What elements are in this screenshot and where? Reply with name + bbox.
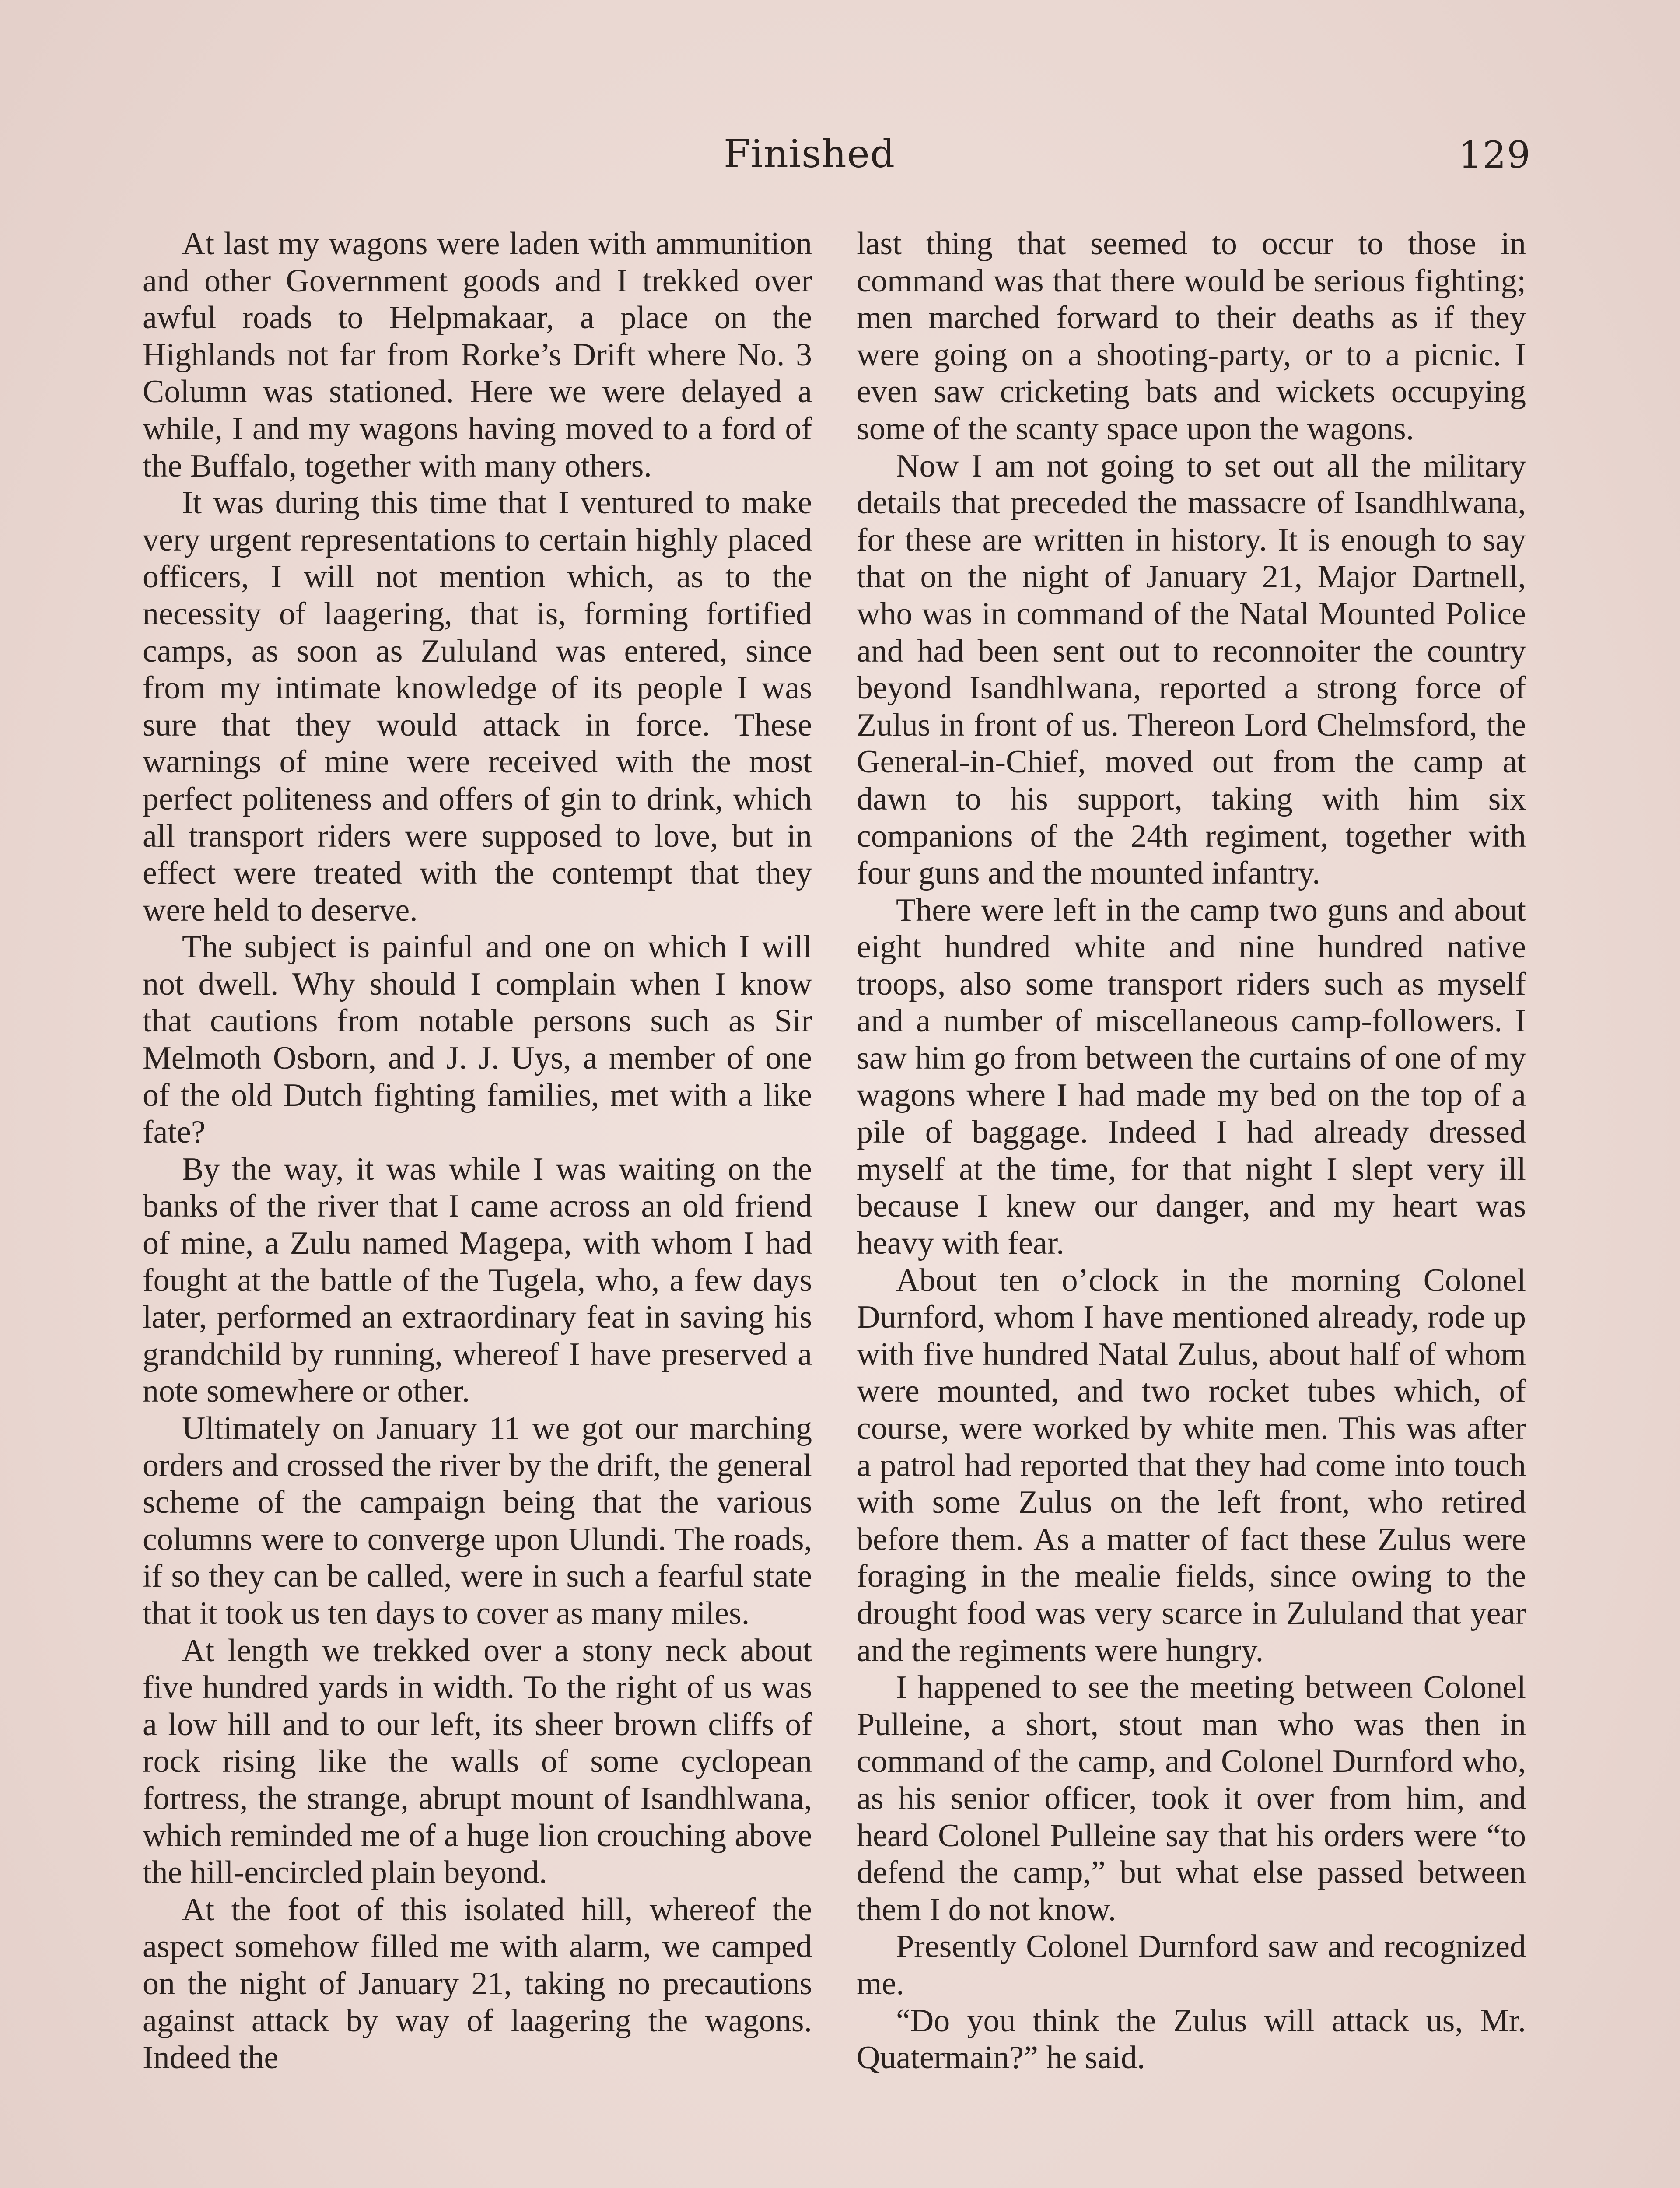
paragraph-continued: last thing that seemed to occur to those in command was that there would be serious fighting; men marched forward to their deaths as if they were going on a shooting-party, or to a picnic. I even saw cricketing bats and wickets occupying some of the scanty space upon the wagons.: [857, 226, 1526, 447]
paragraph: The subject is painful and one on which I will not dwell. Why should I complain when I know that cautions from notable persons such as Sir Melmoth Osborn, and J. J. Uys, a member of one of the old Dutch fighting families, met with a like fate?: [143, 929, 812, 1150]
right-text-column: [857, 225, 1526, 2076]
paragraph: At the foot of this isolated hill, whereof the aspect somehow filled me with alarm, we camped on the night of January 21, taking no precautions against attack by way of laagering the wagons. Indeed the: [143, 1891, 812, 2076]
paragraph: “Do you think the Zulus will attack us, Mr. Quatermain?” he said.: [857, 2002, 1526, 2076]
paragraph: At last my wagons were laden with ammunition and other Government goods and I trekked over awful roads to Helpmakaar, a place on the Highlands not far from Rorke’s Drift where No. 3 Column was stationed. Here we were delayed a while, I and my wagons having moved to a ford of the Buffalo, together with many others.: [143, 226, 812, 484]
paragraph: Now I am not going to set out all the military details that preceded the massacre of Isandhlwana, for these are written in history. It is enough to say that on the night of January 21, Major Dartnell, who was in command of the Natal Mounted Police and had been sent out to reconnoiter the country beyond Isandhlwana, reported a strong force of Zulus in front of us. Thereon Lord Chelmsford, the General-in-Chief, moved out from the camp at dawn to his support, taking with him six companions of the 24th regiment, together with four guns and the mounted infantry.: [857, 448, 1526, 891]
paragraph: There were left in the camp two guns and about eight hundred white and nine hundred native troops, also some transport riders such as myself and a number of miscellaneous camp-followers. I saw him go from between the curtains of one of my wagons where I had made my bed on the top of a pile of baggage. Indeed I had already dressed myself at the time, for that night I slept very ill because I knew our danger, and my heart was heavy with fear.: [857, 892, 1526, 1262]
paragraph: At length we trekked over a stony neck about five hundred yards in width. To the right of us was a low hill and to our left, its sheer brown cliffs of rock rising like the walls of some cyclopean fortress, the strange, abrupt mount of Isandhlwana, which reminded me of a huge lion crouching above the hill-encircled plain beyond.: [143, 1632, 812, 1891]
paragraph: By the way, it was while I was waiting on the banks of the river that I came across an old friend of mine, a Zulu named Magepa, with whom I had fought at the battle of the Tugela, who, a few days later, performed an extraordinary feat in saving his grandchild by running, whereof I have preserved a note somewhere or other.: [143, 1151, 812, 1410]
paragraph: I happened to see the meeting between Colonel Pulleine, a short, stout man who was then in command of the camp, and Colonel Durnford who, as his senior officer, took it over from him, and heard Colonel Pulleine say that his orders were “to defend the camp,” but what else passed between them I do not know.: [857, 1669, 1526, 1928]
running-header-title: Finished: [723, 131, 896, 176]
paragraph: It was during this time that I ventured to make very urgent representations to certain highly placed officers, I will not mention which, as to the necessity of laagering, that is, forming fortified camps, as soon as Zululand was entered, since from my intimate knowledge of its people I was sure that they would attack in force. These warnings of mine were received with the most perfect politeness and offers of gin to drink, which all transport riders were supposed to love, but in effect were treated with the contempt that they were held to deserve.: [143, 485, 812, 928]
paragraph: Presently Colonel Durnford saw and recognized me.: [857, 1929, 1526, 2002]
left-text-column: [143, 225, 812, 2076]
paragraph: About ten o’clock in the morning Colonel Durnford, whom I have mentioned already, rode up with five hundred Natal Zulus, about half of whom were mounted, and two rocket tubes which, of course, were worked by white men. This was after a patrol had reported that they had come into touch with some Zulus on the left front, who retired before them. As a matter of fact these Zulus were foraging in the mealie fields, since owing to the drought food was very scarce in Zululand that year and the regiments were hungry.: [857, 1262, 1526, 1669]
page-number: 129: [1458, 133, 1531, 176]
paragraph: Ultimately on January 11 we got our marching orders and crossed the river by the drift, the general scheme of the campaign being that the various columns were to converge upon Ulundi. The roads, if so they can be called, were in such a fearful state that it took us ten days to cover as many miles.: [143, 1410, 812, 1631]
